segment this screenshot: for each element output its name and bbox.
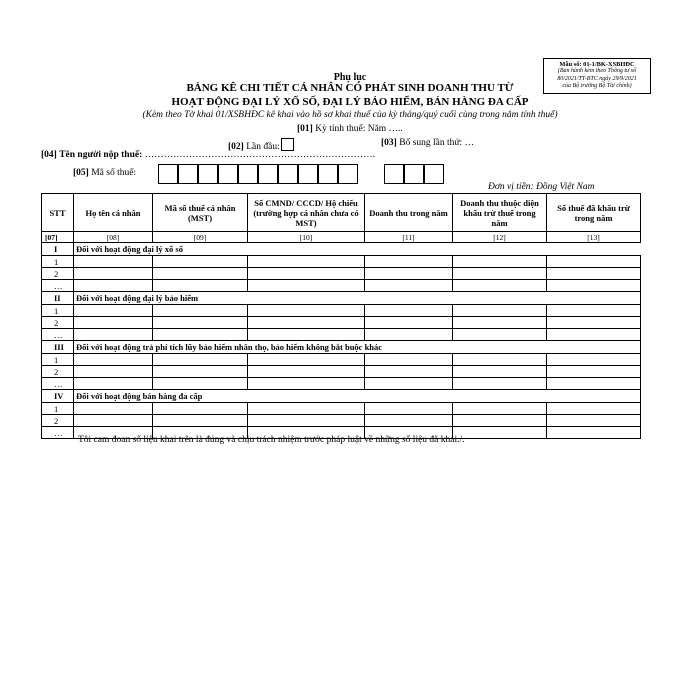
cell[interactable] xyxy=(248,403,365,415)
cell[interactable] xyxy=(365,280,453,292)
table-row xyxy=(42,415,641,427)
header-stt: STT xyxy=(42,194,74,232)
table-row xyxy=(42,403,641,415)
tax-id-digit-box[interactable] xyxy=(158,164,178,184)
section-row xyxy=(42,243,641,256)
column-code: [11] xyxy=(365,232,453,243)
cell[interactable] xyxy=(365,415,453,427)
section-title: Đối với hoạt động đại lý bảo hiểm xyxy=(74,292,641,305)
cell[interactable] xyxy=(365,256,453,268)
row-number: 1 xyxy=(42,403,74,415)
tax-id-digit-box[interactable] xyxy=(198,164,218,184)
tax-period-field xyxy=(297,124,403,134)
cell[interactable] xyxy=(453,305,547,317)
tax-period-label: Kỳ tính thuế: Năm ….. xyxy=(315,124,403,134)
column-code-row xyxy=(42,232,641,243)
row-number: 1 xyxy=(42,305,74,317)
tax-id-digit-box[interactable] xyxy=(238,164,258,184)
column-code: [08] xyxy=(74,232,153,243)
cell[interactable] xyxy=(547,403,641,415)
header-withholding-revenue: Doanh thu thuộc diện khấu trừ thuế trong năm xyxy=(453,194,547,232)
column-code: [12] xyxy=(453,232,547,243)
taxpayer-code: [04] xyxy=(41,150,57,160)
tax-id-digit-box[interactable] xyxy=(178,164,198,184)
table-row xyxy=(42,378,641,390)
cell[interactable] xyxy=(74,378,153,390)
form-code-note-1: (Ban hành kèm theo Thông tư số xyxy=(557,68,637,75)
cell[interactable] xyxy=(365,329,453,341)
cell[interactable] xyxy=(453,268,547,280)
row-number: … xyxy=(42,280,74,292)
cell[interactable] xyxy=(153,415,248,427)
table-row xyxy=(42,329,641,341)
tax-id-code: [05] xyxy=(73,168,89,178)
cell[interactable] xyxy=(74,354,153,366)
section-row xyxy=(42,341,641,354)
cell[interactable] xyxy=(547,280,641,292)
document-title-line-1: BẢNG KÊ CHI TIẾT CÁ NHÂN CÓ PHÁT SINH DOANH THU TỪ xyxy=(186,82,514,94)
section-number: III xyxy=(42,341,74,354)
tax-id-field xyxy=(73,168,136,178)
cell[interactable] xyxy=(248,317,365,329)
row-number: 2 xyxy=(42,268,74,280)
cell[interactable] xyxy=(153,317,248,329)
document-title-line-2: HOẠT ĐỘNG ĐẠI LÝ XỔ SỐ, ĐẠI LÝ BẢO HIỂM, BÁN HÀNG ĐA CẤP xyxy=(171,96,529,108)
section-row xyxy=(42,390,641,403)
table-header-row xyxy=(42,194,641,232)
header-personal-tax-id: Mã số thuế cá nhân (MST) xyxy=(153,194,248,232)
cell[interactable] xyxy=(547,366,641,378)
tax-id-branch-box[interactable] xyxy=(424,164,444,184)
cell[interactable] xyxy=(153,354,248,366)
row-number: … xyxy=(42,329,74,341)
document-subtitle: (Kèm theo Tờ khai 01/XSBHĐC kê khai vào hồ sơ khai thuế của kỳ tháng/quý cuối cùng trong năm tính thuế) xyxy=(142,110,558,120)
cell[interactable] xyxy=(74,403,153,415)
table-row xyxy=(42,280,641,292)
supplement-field xyxy=(381,138,474,148)
first-time-label: Lần đầu: xyxy=(246,142,280,152)
cell[interactable] xyxy=(74,329,153,341)
cell[interactable] xyxy=(365,268,453,280)
tax-id-digit-box[interactable] xyxy=(338,164,358,184)
cell[interactable] xyxy=(453,317,547,329)
cell[interactable] xyxy=(74,268,153,280)
cell[interactable] xyxy=(365,317,453,329)
supplement-label: Bổ sung lần thứ: … xyxy=(399,138,475,148)
cell[interactable] xyxy=(453,427,547,439)
tax-id-digit-box[interactable] xyxy=(278,164,298,184)
cell[interactable] xyxy=(453,280,547,292)
section-title: Đối với hoạt động trả phí tích lũy bảo hiểm nhân thọ, bảo hiểm không bắt buộc khác xyxy=(74,341,641,354)
cell[interactable] xyxy=(453,329,547,341)
commitment-statement: Tôi cam đoan số liệu khai trên là đúng và chịu trách nhiệm trước pháp luật về những số liệu đã khai./. xyxy=(78,435,465,445)
cell[interactable] xyxy=(547,317,641,329)
appendix-title: Phụ lục xyxy=(333,72,367,83)
table-row xyxy=(42,268,641,280)
section-title: Đối với hoạt động bán hàng đa cấp xyxy=(74,390,641,403)
cell[interactable] xyxy=(153,366,248,378)
cell[interactable] xyxy=(547,256,641,268)
cell[interactable] xyxy=(153,268,248,280)
cell[interactable] xyxy=(248,354,365,366)
cell[interactable] xyxy=(547,305,641,317)
form-code-note-3: của Bộ trưởng Bộ Tài chính) xyxy=(562,83,632,90)
tax-id-digit-box[interactable] xyxy=(298,164,318,184)
section-number: I xyxy=(42,243,74,256)
cell[interactable] xyxy=(74,280,153,292)
section-number: IV xyxy=(42,390,74,403)
cell[interactable] xyxy=(547,427,641,439)
column-code: [10] xyxy=(248,232,365,243)
row-number: 2 xyxy=(42,415,74,427)
cell[interactable] xyxy=(153,378,248,390)
row-number: … xyxy=(42,378,74,390)
supplement-code: [03] xyxy=(381,138,397,148)
tax-period-code: [01] xyxy=(297,124,313,134)
cell[interactable] xyxy=(153,305,248,317)
cell[interactable] xyxy=(453,415,547,427)
cell[interactable] xyxy=(248,366,365,378)
tax-id-label: Mã số thuế: xyxy=(91,168,137,178)
cell[interactable] xyxy=(74,366,153,378)
taxpayer-label: Tên người nộp thuế: xyxy=(59,150,143,160)
header-tax-withheld: Số thuế đã khấu trừ trong năm xyxy=(547,194,641,232)
cell[interactable] xyxy=(74,415,153,427)
header-annual-revenue: Doanh thu trong năm xyxy=(365,194,453,232)
cell[interactable] xyxy=(248,305,365,317)
cell[interactable] xyxy=(74,256,153,268)
cell[interactable] xyxy=(453,366,547,378)
taxpayer-name-field xyxy=(41,150,375,160)
tax-id-digit-box[interactable] xyxy=(318,164,338,184)
row-number: 2 xyxy=(42,366,74,378)
row-number: 1 xyxy=(42,256,74,268)
currency-unit: Đơn vị tiền: Đồng Việt Nam xyxy=(488,182,595,192)
cell[interactable] xyxy=(365,366,453,378)
cell[interactable] xyxy=(248,415,365,427)
cell[interactable] xyxy=(153,403,248,415)
form-code-note-2: 80/2021/TT-BTC ngày 29/9/2021 xyxy=(557,75,637,82)
detail-table xyxy=(41,193,641,439)
row-number: 1 xyxy=(42,354,74,366)
cell[interactable] xyxy=(248,280,365,292)
tax-id-branch-box[interactable] xyxy=(404,164,424,184)
section-title: Đối với hoạt động đại lý xổ số xyxy=(74,243,641,256)
cell[interactable] xyxy=(248,329,365,341)
cell[interactable] xyxy=(453,256,547,268)
cell[interactable] xyxy=(547,378,641,390)
cell[interactable] xyxy=(365,403,453,415)
row-number: 2 xyxy=(42,317,74,329)
row-number: … xyxy=(42,427,74,439)
cell[interactable] xyxy=(365,305,453,317)
cell[interactable] xyxy=(547,268,641,280)
column-code: [13] xyxy=(547,232,641,243)
first-time-code: [02] xyxy=(228,142,244,152)
cell[interactable] xyxy=(153,256,248,268)
section-number: II xyxy=(42,292,74,305)
form-code: Mẫu số: 01-1/BK-XSBHĐC xyxy=(559,61,635,68)
cell[interactable] xyxy=(365,378,453,390)
header-full-name: Họ tên cá nhân xyxy=(74,194,153,232)
cell[interactable] xyxy=(453,403,547,415)
header-id-passport: Số CMND/ CCCD/ Hộ chiếu (trường hợp cá nhân chưa có MST) xyxy=(248,194,365,232)
column-code: [07] xyxy=(42,232,74,243)
table-row xyxy=(42,317,641,329)
cell[interactable] xyxy=(248,256,365,268)
table-row xyxy=(42,354,641,366)
tax-id-branch-box[interactable] xyxy=(384,164,404,184)
cell[interactable] xyxy=(547,415,641,427)
cell[interactable] xyxy=(74,305,153,317)
tax-id-digit-box[interactable] xyxy=(218,164,238,184)
cell[interactable] xyxy=(153,280,248,292)
cell[interactable] xyxy=(453,378,547,390)
cell[interactable] xyxy=(365,354,453,366)
cell[interactable] xyxy=(248,378,365,390)
taxpayer-name-input[interactable]: ………………………………………………………………. xyxy=(144,150,375,160)
tax-id-digit-box[interactable] xyxy=(258,164,278,184)
table-row xyxy=(42,366,641,378)
cell[interactable] xyxy=(453,354,547,366)
cell[interactable] xyxy=(74,317,153,329)
cell[interactable] xyxy=(153,329,248,341)
cell[interactable] xyxy=(547,329,641,341)
table-row xyxy=(42,305,641,317)
section-row xyxy=(42,292,641,305)
column-code: [09] xyxy=(153,232,248,243)
cell[interactable] xyxy=(248,268,365,280)
cell[interactable] xyxy=(547,354,641,366)
table-row xyxy=(42,256,641,268)
